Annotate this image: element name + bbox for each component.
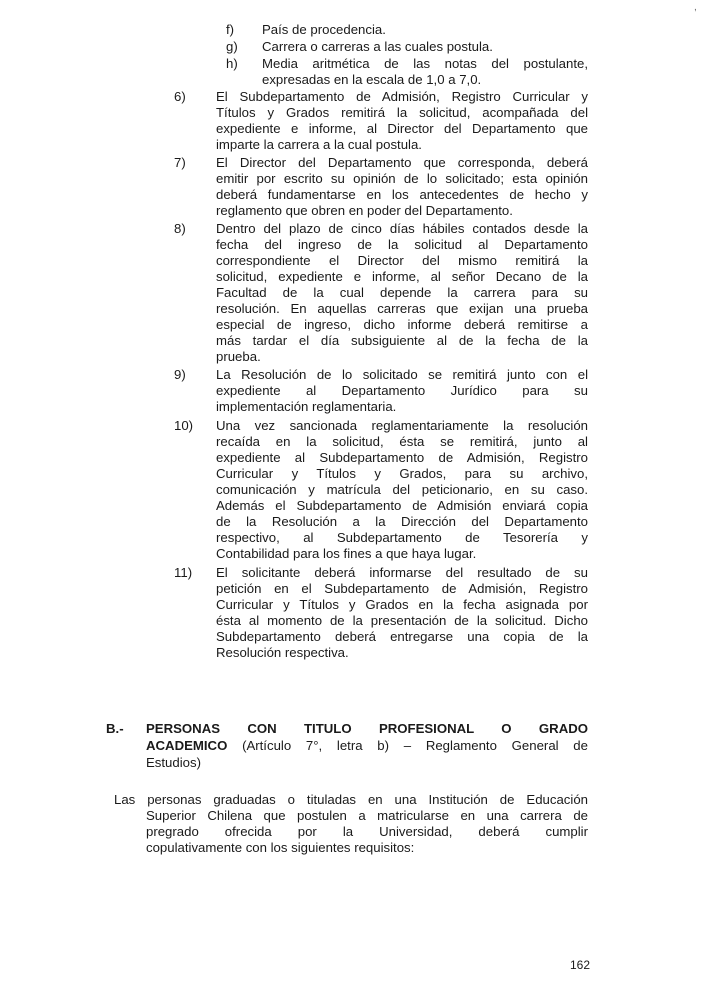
paragraph-line: Superior Chilena que postulen a matricularse en una carrera de	[146, 808, 588, 823]
item-11-line: El solicitante deberá informarse del resultado de su	[216, 565, 588, 580]
item-8-line: fecha del ingreso de la solicitud al Departamento	[216, 237, 588, 252]
list-text-g: Carrera o carreras a las cuales postula.	[262, 39, 493, 54]
list-marker-f: f)	[226, 22, 235, 37]
paragraph-line: copulativamente con los siguientes requisitos:	[146, 840, 415, 855]
item-8-line: especial de ingreso, dicho informe deberá remitirse a	[216, 317, 588, 332]
item-7-line: emitir por escrito su opinión de lo solicitado; esta opinión	[216, 171, 588, 186]
paragraph-line: Las personas graduadas o tituladas en una Institución de Educación	[114, 792, 588, 807]
item-10-line: Una vez sancionada reglamentariamente la resolución	[216, 418, 588, 433]
item-7-line: El Director del Departamento que corresponda, deberá	[216, 155, 588, 170]
item-11-line: Subdepartamento deberá entregarse una copia de la	[216, 629, 588, 644]
section-heading-line3: Estudios)	[146, 755, 201, 770]
list-text-h-line: Media aritmética de las notas del postulante,	[262, 56, 588, 71]
item-11-line: Curricular y Títulos y Grados en la fecha asignada por	[216, 597, 588, 612]
item-number-7: 7)	[174, 155, 186, 170]
section-heading-bold: ACADEMICO	[146, 738, 228, 753]
item-8-line: prueba.	[216, 349, 261, 364]
item-9-line: expediente al Departamento Jurídico para su	[216, 383, 588, 398]
item-number-8: 8)	[174, 221, 186, 236]
list-text-h-line: expresadas en la escala de 1,0 a 7,0.	[262, 72, 482, 87]
item-6-line: expediente e informe, al Director del Departamento que	[216, 121, 588, 136]
item-7-line: reglamento que obren en poder del Departamento.	[216, 203, 513, 218]
page-number: 162	[570, 958, 591, 972]
item-8-line: Dentro del plazo de cinco días hábiles contados desde la	[216, 221, 588, 236]
item-7-line: deberá fundamentarse en los antecedentes de hecho y	[216, 187, 588, 202]
scan-mark: ,	[694, 2, 697, 13]
item-10-line: Contabilidad para los fines a que haya lugar.	[216, 546, 477, 561]
item-9-line: implementación reglamentaria.	[216, 399, 397, 414]
list-text-f: País de procedencia.	[262, 22, 386, 37]
item-number-6: 6)	[174, 89, 186, 104]
item-11-line: ésta al momento de la presentación de la solicitud. Dicho	[216, 613, 588, 628]
item-10-line: Además el Subdepartamento de Admisión enviará copia	[216, 498, 588, 513]
list-marker-g: g)	[226, 39, 238, 54]
item-6-line: imparte la carrera a la cual postula.	[216, 137, 422, 152]
item-number-10: 10)	[174, 418, 194, 433]
item-8-line: más tardar el día subsiguiente al de la fecha de la	[216, 333, 588, 348]
section-heading-rest: (Artículo 7°, letra b) – Reglamento General de	[242, 738, 588, 753]
item-10-line: expediente al Subdepartamento de Admisión, Registro	[216, 450, 588, 465]
item-8-line: resolución. En aquellas carreras que exijan una prueba	[216, 301, 588, 316]
section-label: B.-	[106, 721, 124, 736]
paragraph-line: pregrado ofrecida por la Universidad, deberá cumplir	[146, 824, 588, 839]
item-10-line: recaída en la solicitud, ésta se remitirá, junto al	[216, 434, 588, 449]
item-8-line: Facultad de la cual depende la carrera para su	[216, 285, 588, 300]
item-10-line: respectivo, al Subdepartamento de Tesorería y	[216, 530, 588, 545]
item-number-11: 11)	[174, 565, 193, 580]
item-8-line: solicitud, expediente e informe, al señor Decano de la	[216, 269, 588, 284]
item-6-line: El Subdepartamento de Admisión, Registro Curricular y	[216, 89, 588, 104]
item-9-line: La Resolución de lo solicitado se remitirá junto con el	[216, 367, 588, 382]
item-6-line: Títulos y Grados remitirá la solicitud, acompañada del	[216, 105, 588, 120]
section-heading-line2	[146, 738, 588, 754]
list-marker-h: h)	[226, 56, 238, 71]
item-11-line: petición en el Subdepartamento de Admisión, Registro	[216, 581, 588, 596]
item-number-9: 9)	[174, 367, 186, 382]
item-10-line: comunicación y matrícula del peticionario, en su caso.	[216, 482, 588, 497]
section-heading-line1: PERSONAS CON TITULO PROFESIONAL O GRADO	[146, 721, 588, 736]
item-11-line: Resolución respectiva.	[216, 645, 349, 660]
item-8-line: correspondiente el Director del mismo remitirá la	[216, 253, 588, 268]
item-10-line: de la Resolución a la Dirección del Departamento	[216, 514, 588, 529]
item-10-line: Curricular y Títulos y Grados, para su archivo,	[216, 466, 588, 481]
